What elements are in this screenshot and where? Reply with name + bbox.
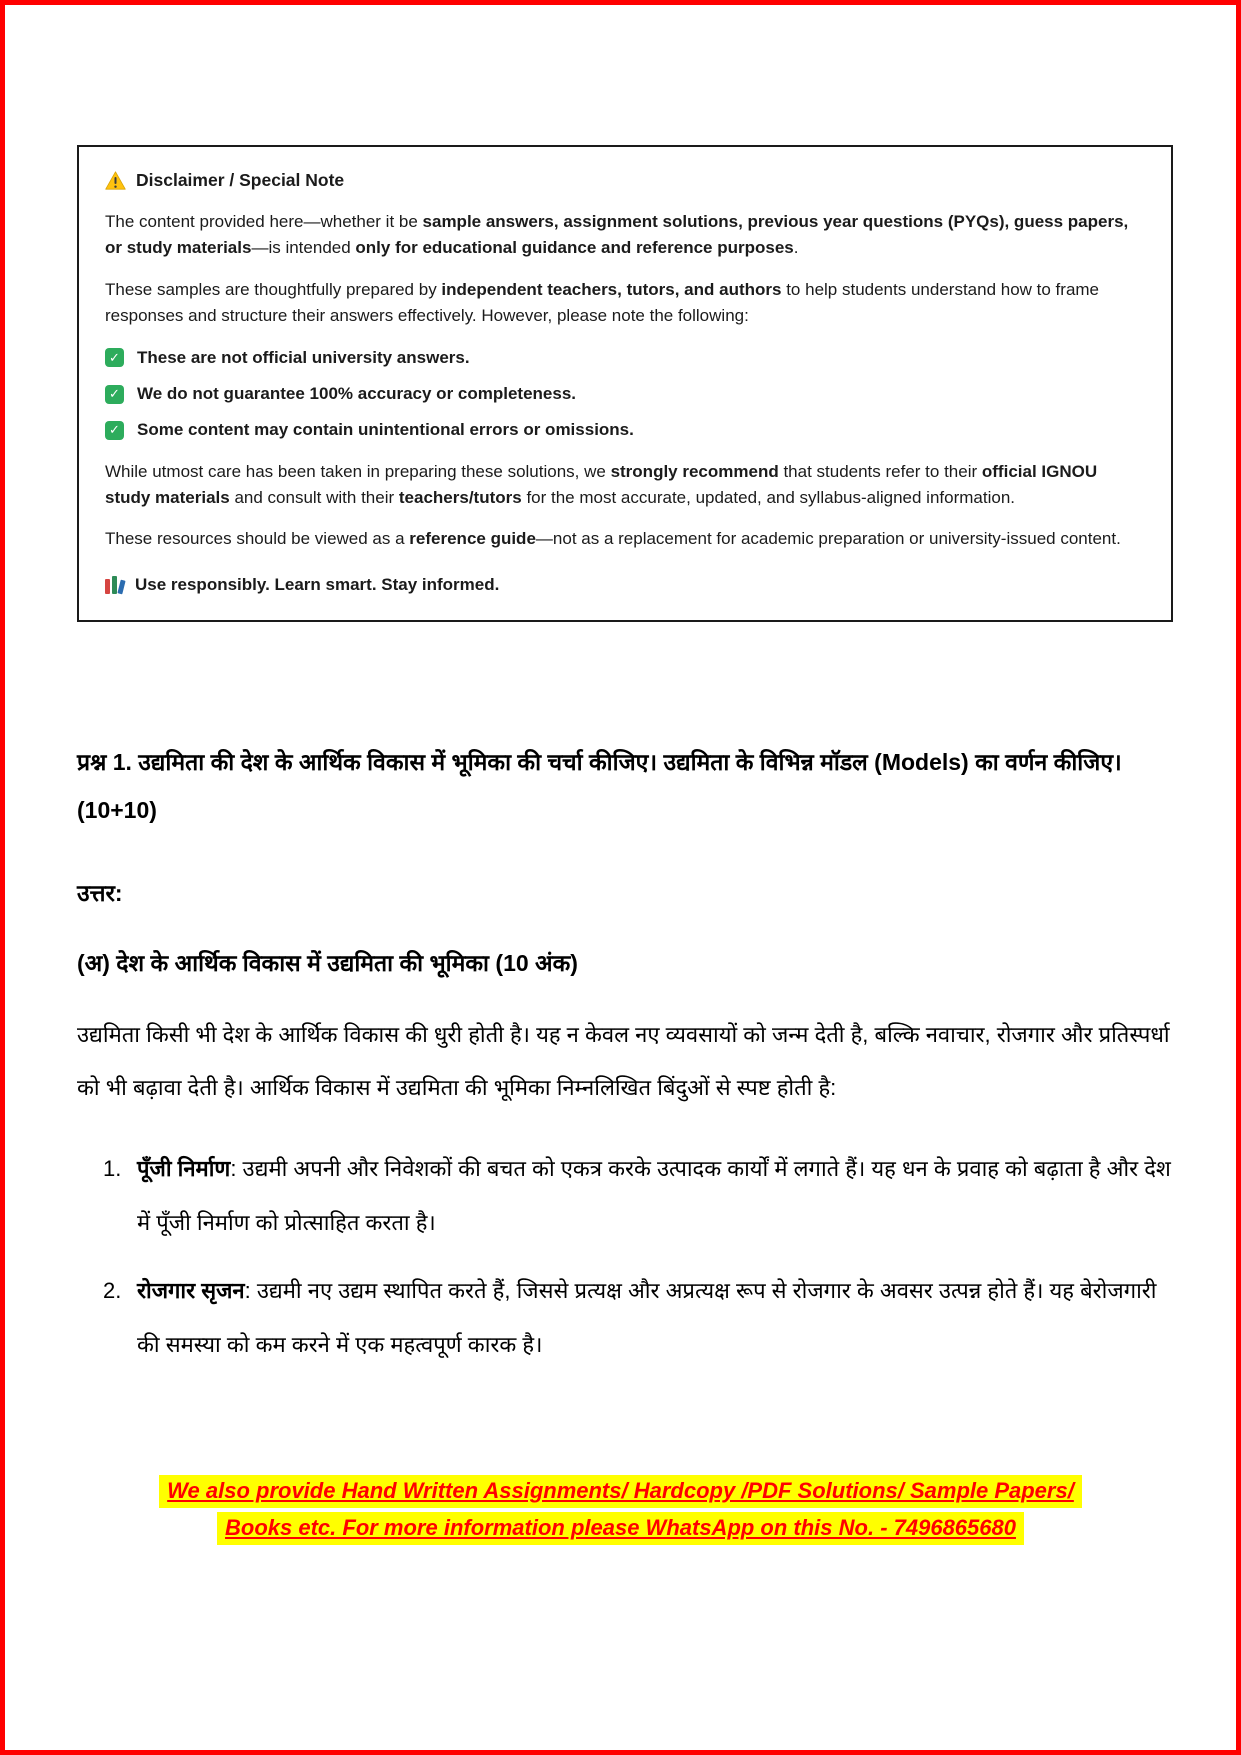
disclaimer-paragraph-2 xyxy=(105,277,1145,330)
disclaimer-paragraph-4 xyxy=(105,526,1145,552)
bullet-text: Some content may contain unintentional errors or omissions. xyxy=(137,420,634,440)
disclaimer-paragraph-3 xyxy=(105,459,1145,512)
promo-line-1: We also provide Hand Written Assignments/ Hardcopy /PDF Solutions/ Sample Papers/ xyxy=(159,1475,1082,1508)
text-run: While utmost care has been taken in preparing these solutions, we xyxy=(105,461,611,481)
text-run-bold: strongly recommend xyxy=(610,461,779,481)
disclaimer-header xyxy=(105,167,1145,194)
section-heading: (अ) देश के आर्थिक विकास में उद्यमिता की भूमिका (10 अंक) xyxy=(77,950,578,976)
numbered-list xyxy=(77,1142,1177,1372)
disclaimer-bullet-list xyxy=(105,345,1145,444)
text-run: : उद्यमी अपनी और निवेशकों की बचत को एकत्र करके उत्पादक कार्यों में लगाते हैं। यह धन के प्रवाह को बढ़ाता है और देश में पूँजी निर्माण को प्रोत्साहित करता है। xyxy=(137,1156,1171,1235)
list-term: रोजगार सृजन xyxy=(137,1278,245,1303)
text-run: The content provided here—whether it be xyxy=(105,212,423,232)
check-icon: ✓ xyxy=(105,348,124,367)
text-run-bold: official IGNOU study materials xyxy=(105,461,1098,507)
text-run: These resources should be viewed as a xyxy=(105,529,410,549)
bullet-text: These are not official university answers. xyxy=(137,347,470,367)
books-icon xyxy=(105,576,124,594)
text-run: that students refer to their xyxy=(778,461,982,481)
text-run-bold: teachers/tutors xyxy=(398,487,522,507)
list-term: पूँजी निर्माण xyxy=(137,1156,231,1181)
text-run-bold: reference guide xyxy=(409,529,536,549)
disclaimer-paragraph-1 xyxy=(105,209,1145,262)
list-item-text xyxy=(137,1264,1177,1372)
disclaimer-box xyxy=(77,145,1173,622)
warning-icon xyxy=(105,171,126,190)
text-run: These samples are thoughtfully prepared by xyxy=(105,279,442,299)
text-run: to help students understand how to frame responses and structure their answers effectively. However, please note the following: xyxy=(105,279,1100,326)
list-item xyxy=(103,1142,1177,1250)
bullet-item xyxy=(105,345,1145,371)
text-run-bold: sample answers, assignment solutions, previous year questions (PYQs), guess papers, or study materials xyxy=(105,212,1129,258)
list-item-text xyxy=(137,1142,1177,1250)
question-text: प्रश्न 1. उद्यमिता की देश के आर्थिक विकास में भूमिका की चर्चा कीजिए। उद्यमिता के विभिन्न मॉडल (Models) का वर्णन कीजिए। (10+10) xyxy=(77,749,1122,823)
text-run: : उद्यमी नए उद्यम स्थापित करते हैं, जिससे प्रत्यक्ष और अप्रत्यक्ष रूप से रोजगार के अवसर उत्पन्न होते हैं। यह बेरोजगारी की समस्या को कम करने में एक महत्वपूर्ण कारक है। xyxy=(137,1278,1157,1357)
text-run-bold: independent teachers, tutors, and authors xyxy=(441,279,782,299)
intro-paragraph: उद्यमिता किसी भी देश के आर्थिक विकास की धुरी होती है। यह न केवल नए व्यवसायों को जन्म देती है, बल्कि नवाचार, रोजगार और प्रतिस्पर्धा को भी बढ़ावा देती है। आर्थिक विकास में उद्यमिता की भूमिका निम्नलिखित बिंदुओं से स्पष्ट होती है: xyxy=(77,1022,1170,1100)
disclaimer-footer xyxy=(105,572,1145,598)
bullet-item xyxy=(105,381,1145,407)
promo-banner xyxy=(5,1473,1236,1547)
text-run-bold: only for educational guidance and reference purposes xyxy=(355,238,794,258)
check-icon: ✓ xyxy=(105,385,124,404)
list-item xyxy=(103,1264,1177,1372)
answer-label: उत्तर: xyxy=(77,880,123,906)
check-icon: ✓ xyxy=(105,421,124,440)
disclaimer-footer-text: Use responsibly. Learn smart. Stay informed. xyxy=(135,574,500,594)
text-run: and consult with their xyxy=(229,487,399,507)
promo-line-2: Books etc. For more information please WhatsApp on this No. - 7496865680 xyxy=(217,1512,1024,1545)
disclaimer-title: Disclaimer / Special Note xyxy=(136,170,345,190)
text-run: for the most accurate, updated, and syllabus-aligned information. xyxy=(521,487,1016,507)
answer-content xyxy=(77,738,1177,1386)
text-run: —not as a replacement for academic preparation or university-issued content. xyxy=(535,529,1121,549)
list-number: 1. xyxy=(103,1156,122,1181)
text-run: —is intended xyxy=(251,238,356,258)
bullet-item xyxy=(105,417,1145,443)
list-number: 2. xyxy=(103,1278,122,1303)
text-run: . xyxy=(793,238,799,258)
bullet-text: We do not guarantee 100% accuracy or completeness. xyxy=(137,383,577,403)
